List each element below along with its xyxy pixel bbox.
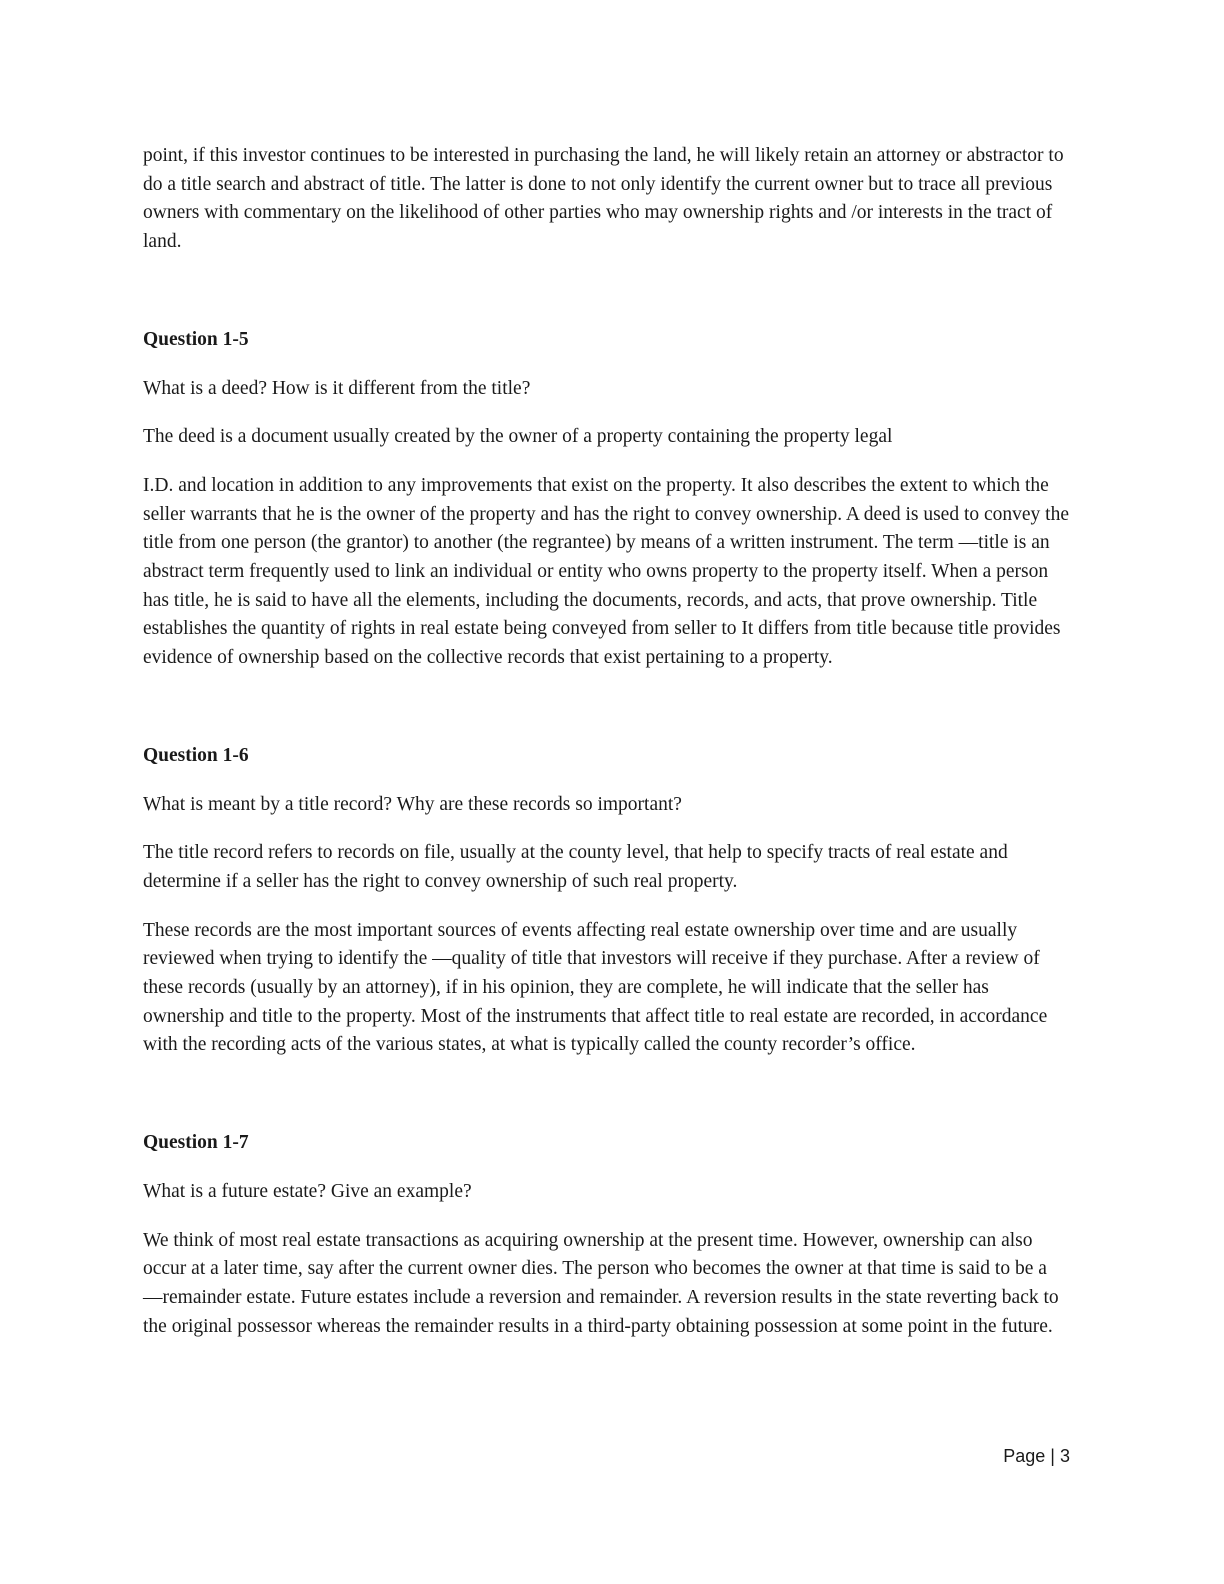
question-1-7-heading: Question 1-7: [143, 1132, 249, 1154]
question-1-5-heading: Question 1-5: [143, 328, 249, 350]
question-1-6-answer-paragraph-2: These records are the most important sources of events affecting real estate ownership over time and are usually reviewed when trying to identify the ―quality of title that investors will receive if they purchase. After a review of these records (usually by an attorney), if in his opinion, they are complete, he will indicate that the seller has ownership and title to the property. Most of the instruments that affect title to real estate are recorded, in accordance with the recording acts of the various states, at what is typically called the county recorder’s office.: [143, 919, 1048, 1056]
question-1-5-prompt: What is a deed? How is it different from the title?: [143, 377, 531, 399]
question-1-5-answer-paragraph-2: I.D. and location in addition to any improvements that exist on the property. It also describes the extent to which the seller warrants that he is the owner of the property and has the right to convey ownership. A deed is used to convey the title from one person (the grantor) to another (the regrantee) by means of a written instrument. The term ―title is an abstract term frequently used to link an individual or entity who owns property to the property itself. When a person has title, he is said to have all the elements, including the documents, records, and acts, that prove ownership. Title establishes the quantity of rights in real estate being conveyed from seller to It differs from title because title provides evidence of ownership based on the collective records that exist pertaining to a property.: [143, 474, 1070, 669]
question-1-7-answer-paragraph-1: We think of most real estate transactions as acquiring ownership at the present time. However, ownership can also occur at a later time, say after the current owner dies. The person who becomes the owner at that time is said to be a ―remainder estate. Future estates include a reversion and remainder. A reversion results in the state reverting back to the original possessor whereas the remainder results in a third-party obtaining possession at some point in the future.: [143, 1229, 1059, 1337]
intro-paragraph: point, if this investor continues to be interested in purchasing the land, he will likely retain an attorney or abstractor to do a title search and abstract of title. The latter is done to not only identify the current owner but to trace all previous owners with commentary on the likelihood of other parties who may ownership rights and /or interests in the tract of land.: [143, 145, 1064, 253]
question-1-6-answer-paragraph-1: The title record refers to records on file, usually at the county level, that help to specify tracts of real estate and determine if a seller has the right to convey ownership of such real property.: [143, 842, 1008, 892]
question-1-5-answer-paragraph-1: The deed is a document usually created by the owner of a property containing the property legal: [143, 426, 893, 448]
question-1-6-heading: Question 1-6: [143, 744, 249, 766]
question-1-7-prompt: What is a future estate? Give an example?: [143, 1180, 472, 1202]
question-1-6-prompt: What is meant by a title record? Why are these records so important?: [143, 793, 682, 815]
page-number-footer: Page | 3: [1003, 1446, 1070, 1466]
page-content: [143, 142, 1073, 1341]
